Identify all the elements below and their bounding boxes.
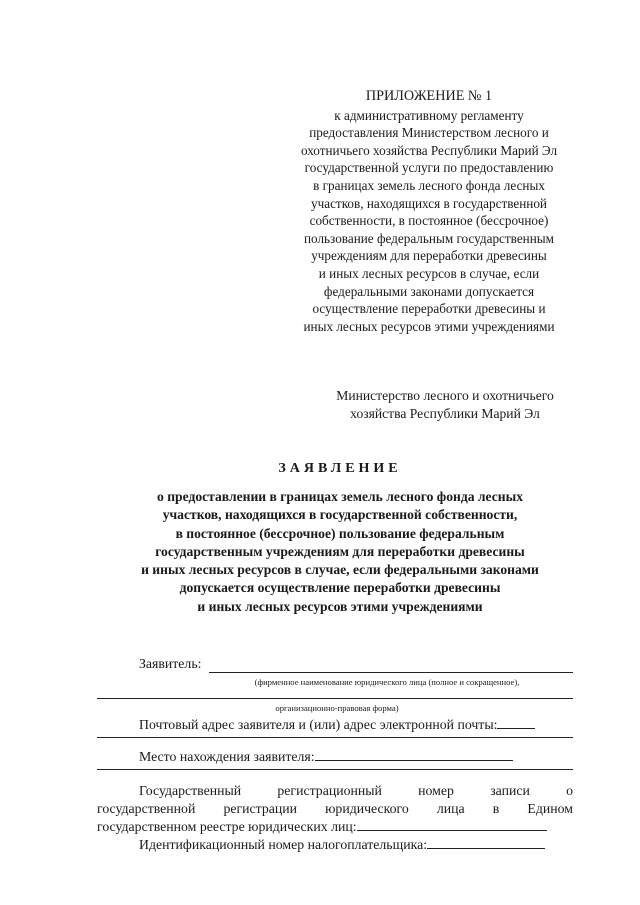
subtitle-line: участков, находящихся в государственной собственности, <box>162 507 518 523</box>
location-input-line[interactable] <box>315 748 513 761</box>
subtitle-line: о предоставлении в границах земель лесного фонда лесных <box>157 489 523 504</box>
addressee-line: хозяйства Республики Марий Эл <box>350 406 540 421</box>
inn-label: Идентификационный номер налогоплательщика: <box>139 837 428 852</box>
appendix-line: учреждениям для переработки древесины <box>311 248 547 264</box>
subtitle-line: государственным учреждениям для переработки древесины <box>155 543 525 559</box>
mail-address-input-line[interactable] <box>497 716 535 729</box>
location-label: Место нахождения заявителя: <box>139 749 315 764</box>
subtitle-line: и иных лесных ресурсов в случае, если федеральными законами <box>141 562 539 578</box>
appendix-line: участков, находящихся в государственной <box>311 195 547 211</box>
inn-field[interactable] <box>139 836 573 854</box>
appendix-line: в границах земель лесного фонда лесных <box>313 177 545 193</box>
applicant-hint: (фирменное наименование юридического лица (полное и сокращенное), <box>254 677 520 687</box>
appendix-line: предоставления Министерством лесного и <box>309 125 549 141</box>
mail-address-label: Почтовый адрес заявителя и (или) адрес электронной почты: <box>139 717 498 732</box>
addressee-line: Министерство лесного и охотничьего <box>336 388 554 403</box>
registration-word: лица <box>436 801 465 816</box>
appendix-line: осуществление переработки древесины и <box>312 301 546 317</box>
registration-word: юридического <box>325 801 409 816</box>
registration-word: регистрационный <box>277 783 382 798</box>
registration-line-1 <box>139 782 573 800</box>
registration-word: в <box>492 801 500 816</box>
appendix-title: ПРИЛОЖЕНИЕ № 1 <box>365 88 493 104</box>
inn-input-line[interactable] <box>427 836 545 849</box>
addressee <box>300 387 590 423</box>
mail-address-field[interactable] <box>139 716 573 735</box>
registration-word: регистрации <box>223 801 298 816</box>
appendix-line: охотничьего хозяйства Республики Марий Эл <box>300 142 558 158</box>
location-field[interactable] <box>139 748 573 767</box>
applicant-input-line[interactable] <box>209 672 573 673</box>
registration-label-end: государственном реестре юридических лиц: <box>97 819 357 834</box>
appendix-line: иных лесных ресурсов этими учреждениями <box>303 318 555 334</box>
registration-word: Государственный <box>139 783 242 798</box>
registration-word: Едином <box>527 801 573 816</box>
appendix-line: и иных лесных ресурсов в случае, если <box>318 265 540 281</box>
registration-word: государственной <box>97 801 196 816</box>
registration-word: о <box>566 783 574 798</box>
location-input-line-2[interactable] <box>97 767 573 770</box>
appendix-header <box>270 88 588 335</box>
application-form <box>97 656 573 854</box>
registration-word: записи <box>490 783 530 798</box>
subtitle-line: и иных лесных ресурсов этими учреждениями <box>197 598 483 614</box>
appendix-line: федеральными законами допускается <box>323 283 535 299</box>
registration-number-input-line[interactable] <box>357 818 547 831</box>
applicant-hint-2: организационно-правовая форма) <box>275 703 399 713</box>
applicant-input-line-2[interactable] <box>97 689 573 699</box>
appendix-line: собственности, в постоянное (бессрочное) <box>309 213 549 229</box>
mail-address-input-line-2[interactable] <box>97 735 573 738</box>
applicant-field[interactable] <box>139 656 573 676</box>
applicant-label: Заявитель: <box>139 656 202 671</box>
subtitle-line: в постоянное (бессрочное) пользование федеральным <box>175 525 505 541</box>
registration-line-3[interactable] <box>97 818 573 836</box>
registration-line-2 <box>97 800 573 818</box>
appendix-line: пользование федеральным государственным <box>303 230 554 246</box>
registration-number-field <box>97 782 573 854</box>
document-title: ЗАЯВЛЕНИЕ <box>278 461 402 476</box>
subtitle-line: допускается осуществление переработки древесины <box>179 580 501 596</box>
document-subtitle <box>95 488 585 616</box>
registration-word: номер <box>418 783 454 798</box>
appendix-line: к административному регламенту <box>334 107 524 123</box>
appendix-line: государственной услуги по предоставлению <box>304 160 554 176</box>
